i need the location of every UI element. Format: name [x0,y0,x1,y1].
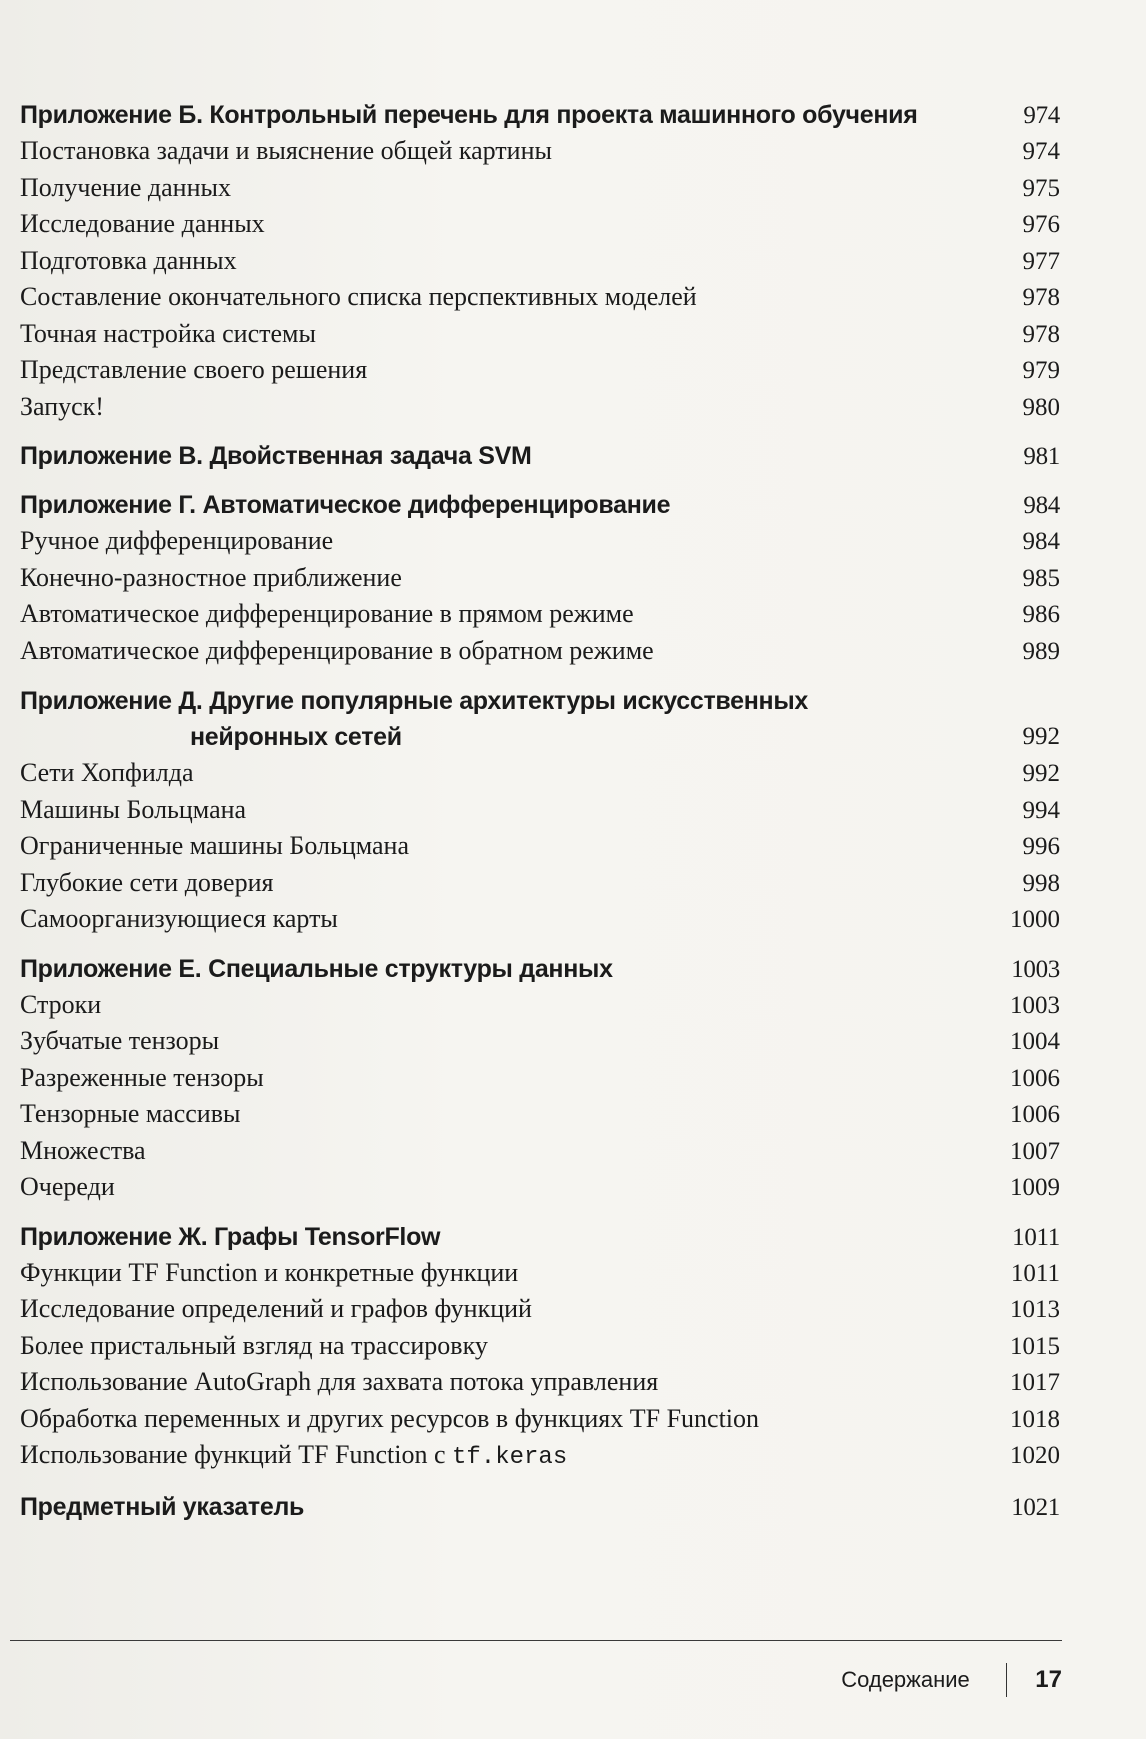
footer-divider [1006,1663,1008,1697]
toc-entry [20,987,1060,1024]
entry-title [20,1437,567,1476]
entry-page: 1020 [1010,1442,1060,1469]
section-heading [20,683,1060,755]
entry-page: 1006 [1010,1101,1060,1128]
entry-page: 978 [1022,320,1060,348]
running-footer-label: Содержание [841,1667,970,1692]
toc-entry [20,279,1060,316]
entry-title: Автоматическое дифференцирование в прямом режиме [20,599,634,628]
entry-page: 1004 [1010,1028,1060,1055]
section-title: Приложение Г. Автоматическое дифференцирование [20,491,671,519]
toc-section-appendix-d [20,683,1060,938]
section-heading [20,1220,1060,1255]
toc-entry [20,1364,1060,1401]
entry-page: 1007 [1010,1137,1060,1165]
toc-entry [20,1060,1060,1097]
entry-title: Точная настройка системы [20,318,316,348]
section-title-line-2: нейронных сетей [190,723,402,751]
table-of-contents [20,98,1060,1539]
toc-entry [20,792,1060,829]
entry-title: Функции TF Function и конкретные функции [20,1257,519,1287]
entry-title: Ручное дифференцирование [20,526,334,555]
toc-entry [20,523,1060,560]
entry-page: 985 [1022,564,1060,592]
toc-entry [20,389,1060,426]
toc-entry [20,133,1060,170]
entry-title: Машины Больцмана [20,794,247,824]
toc-section-index [20,1490,1060,1525]
entry-title: Тензорные массивы [20,1099,241,1128]
entry-page: 1006 [1010,1064,1060,1092]
toc-section-appendix-v [20,439,1060,474]
section-page: 1011 [1012,1223,1060,1251]
section-page: 981 [1023,443,1060,470]
entry-title: Получение данных [20,172,231,202]
entry-page: 986 [1022,601,1060,628]
toc-entry [20,755,1060,792]
toc-entry [20,1096,1060,1133]
entry-page: 1013 [1010,1296,1060,1323]
section-title: Приложение В. Двойственная задача SVM [20,442,532,470]
toc-entry [20,243,1060,280]
entry-page: 989 [1022,637,1060,665]
entry-title: Ограниченные машины Больцмана [20,831,409,860]
toc-section-appendix-e [20,952,1060,1206]
entry-title: Конечно-разностное приближение [20,562,402,592]
toc-entry [20,170,1060,207]
section-title [20,683,808,755]
entry-page: 1018 [1010,1405,1060,1433]
entry-title: Обработка переменных и других ресурсов в функциях TF Function [20,1403,760,1433]
section-page: 1021 [1011,1493,1060,1521]
entry-page: 977 [1022,247,1060,275]
section-title-line-1: Приложение Д. Другие популярные архитектуры искусственных [20,687,808,715]
entry-title: Запуск! [20,391,104,421]
section-title: Приложение Ж. Графы TensorFlow [20,1222,441,1251]
entry-page: 1011 [1010,1259,1060,1287]
entry-title: Исследование данных [20,209,265,238]
entry-title: Подготовка данных [20,245,237,275]
entry-page: 1000 [1010,906,1060,933]
section-heading [20,98,1060,133]
toc-section-appendix-g [20,488,1060,669]
entry-title: Представление своего решения [20,355,368,384]
toc-entry [20,828,1060,865]
page-number: 17 [1035,1666,1062,1693]
toc-entry [20,1437,1060,1476]
entry-page: 998 [1022,869,1060,897]
entry-title-text: Использование функций TF Function с [20,1440,452,1469]
entry-title: Самоорганизующиеся карты [20,904,338,933]
toc-entry [20,1255,1060,1292]
section-page: 984 [1023,492,1060,519]
entry-title: Строки [20,989,102,1019]
entry-title: Сети Хопфилда [20,758,194,787]
entry-page: 975 [1022,174,1060,202]
section-page: 974 [1023,102,1060,129]
section-title: Приложение Б. Контрольный перечень для проекта машинного обучения [20,101,918,129]
entry-page: 980 [1022,393,1060,421]
entry-page: 978 [1022,284,1060,311]
entry-title: Очереди [20,1172,115,1201]
entry-page: 1017 [1010,1369,1060,1396]
toc-entry [20,560,1060,597]
section-heading [20,488,1060,523]
footer-content [841,1663,1062,1697]
entry-title: Зубчатые тензоры [20,1026,220,1055]
entry-title: Глубокие сети доверия [20,867,274,897]
entry-page: 984 [1022,528,1060,555]
entry-page: 979 [1022,357,1060,384]
section-page: 992 [1022,723,1060,750]
toc-section-appendix-b [20,98,1060,425]
toc-entry [20,1328,1060,1365]
toc-entry [20,1291,1060,1328]
section-heading [20,1490,1060,1525]
entry-title: Автоматическое дифференцирование в обратном режиме [20,635,654,665]
section-title: Приложение Е. Специальные структуры данных [20,954,613,983]
section-heading [20,952,1060,987]
section-page: 1003 [1011,955,1060,983]
section-title: Предметный указатель [20,1492,305,1521]
toc-entry [20,1023,1060,1060]
entry-page: 974 [1022,138,1060,165]
entry-title: Разреженные тензоры [20,1062,264,1092]
toc-entry [20,316,1060,353]
entry-page: 996 [1022,833,1060,860]
entry-title: Множества [20,1135,146,1165]
entry-title: Составление окончательного списка перспективных моделей [20,282,697,311]
entry-page: 1003 [1010,991,1060,1019]
section-heading [20,439,1060,474]
entry-page: 994 [1022,796,1060,824]
entry-title: Использование AutoGraph для захвата потока управления [20,1367,659,1396]
toc-entry [20,865,1060,902]
toc-entry [20,1133,1060,1170]
entry-title: Исследование определений и графов функций [20,1294,532,1323]
entry-title: Более пристальный взгляд на трассировку [20,1330,488,1360]
entry-page: 976 [1022,211,1060,238]
toc-entry [20,206,1060,243]
toc-entry [20,633,1060,670]
toc-entry [20,1401,1060,1438]
toc-entry [20,596,1060,633]
entry-title-code: tf.keras [452,1444,568,1471]
toc-section-appendix-zh [20,1220,1060,1476]
toc-entry [20,901,1060,938]
toc-entry [20,352,1060,389]
entry-page: 992 [1022,760,1060,787]
page-footer [10,1640,1062,1693]
entry-page: 1015 [1010,1332,1060,1360]
entry-title: Постановка задачи и выяснение общей картины [20,136,552,165]
entry-page: 1009 [1010,1174,1060,1201]
toc-entry [20,1169,1060,1206]
